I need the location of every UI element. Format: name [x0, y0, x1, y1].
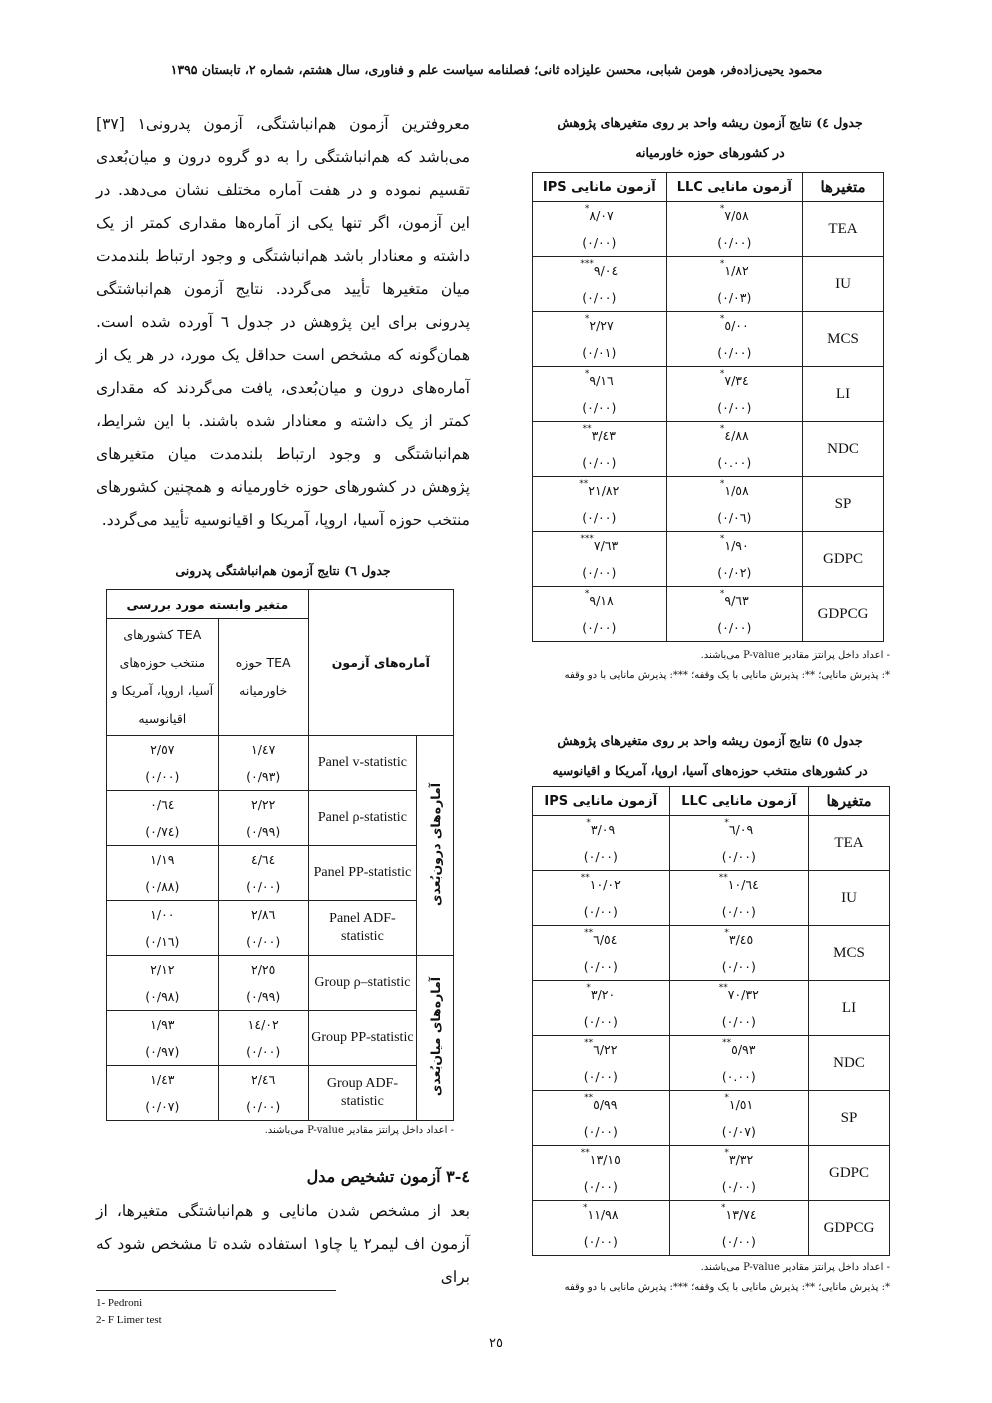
- table-row: [533, 367, 884, 395]
- llc-value: [669, 1146, 808, 1174]
- ips-significance: **: [584, 1037, 594, 1048]
- statistic-name: Group ADF-statistic: [308, 1066, 416, 1121]
- table-header-row: [533, 787, 890, 816]
- selected-pvalue: (٠/٨٨): [107, 873, 219, 901]
- selected-pvalue: (٠/٩٨): [107, 983, 219, 1011]
- llc-stat: ٥/٩٣: [731, 1042, 756, 1058]
- table-row: [533, 312, 884, 340]
- llc-stat: ٧/٥٨: [724, 208, 749, 224]
- llc-value: [666, 202, 802, 230]
- table-row: [533, 422, 884, 450]
- section-title: ٤-٣ آزمون تشخیص مدل: [306, 1167, 470, 1186]
- llc-value: [666, 312, 802, 340]
- ips-pvalue: (٠/٠٠): [533, 504, 667, 532]
- selected-pvalue: (٠/٠٠): [107, 763, 219, 791]
- llc-value: [669, 981, 808, 1009]
- ips-stat: ٢١/٨٢: [588, 483, 620, 499]
- selected-pvalue: (٠/١٦): [107, 928, 219, 956]
- header-llc: آزمون مانایی LLC: [669, 787, 808, 816]
- selected-value: ٢/١٢: [107, 956, 219, 984]
- llc-value: [666, 477, 802, 505]
- table-row: [533, 1091, 890, 1119]
- selected-pvalue: (٠/٧٤): [107, 818, 219, 846]
- ips-significance: **: [584, 927, 594, 938]
- llc-value: [669, 1201, 808, 1229]
- llc-pvalue: (٠/٠٠): [669, 1008, 808, 1036]
- middle-east-pvalue: (٠/٩٩): [218, 818, 308, 846]
- llc-value: [666, 587, 802, 615]
- ips-stat: ٦/٢٢: [593, 1042, 618, 1058]
- llc-significance: **: [718, 982, 728, 993]
- ips-stat: ٩/٠٤: [593, 263, 619, 279]
- variable-name: IU: [809, 871, 890, 926]
- ips-value: [533, 871, 670, 899]
- ips-significance: *: [586, 982, 591, 993]
- middle-east-value: ٢/٤٦: [218, 1066, 308, 1094]
- ips-stat: ٣/٠٩: [590, 822, 616, 838]
- llc-significance: *: [719, 533, 725, 544]
- table-row: [533, 981, 890, 1009]
- selected-pvalue: (٠/٩٧): [107, 1038, 219, 1066]
- page-number: ٢٥: [489, 1336, 503, 1351]
- llc-significance: *: [719, 423, 725, 434]
- variable-name: NDC: [803, 422, 884, 477]
- table4-caption: [530, 108, 890, 168]
- table-row: [533, 532, 884, 560]
- ips-significance: *: [584, 588, 590, 599]
- table-row: [107, 1066, 454, 1094]
- group-between-label: آماره‌های میان‌بُعدی: [427, 976, 443, 1097]
- ips-value: [533, 926, 670, 954]
- llc-significance: *: [724, 817, 729, 828]
- ips-value: [533, 587, 667, 615]
- selected-value: ١/١٩: [107, 846, 219, 874]
- selected-pvalue: (٠/٠٧): [107, 1093, 219, 1121]
- llc-stat: ١/٨٢: [724, 263, 749, 279]
- statistic-name: Group ρ–statistic: [308, 956, 416, 1011]
- variable-name: SP: [803, 477, 884, 532]
- footnote-divider: [96, 1290, 336, 1291]
- footnote-1: 1- Pedroni: [96, 1297, 143, 1309]
- table4: [532, 172, 884, 642]
- ips-significance: **: [579, 478, 589, 489]
- ips-significance: *: [584, 203, 590, 214]
- ips-significance: ***: [580, 533, 594, 544]
- header-ips: آزمون مانایی IPS: [533, 173, 667, 202]
- ips-stat: ٩/١٨: [589, 593, 614, 609]
- table-row: [107, 736, 454, 764]
- llc-stat: ١٣/٧٤: [725, 1207, 757, 1223]
- llc-significance: *: [719, 258, 725, 269]
- llc-value: [666, 367, 802, 395]
- table-row: [533, 477, 884, 505]
- llc-stat: ٤/٨٨: [724, 428, 749, 444]
- table6-header-row: [107, 590, 454, 619]
- llc-pvalue: (٠.٠٠): [669, 1063, 808, 1091]
- ips-stat: ٨/٠٧: [589, 208, 614, 224]
- middle-east-pvalue: (٠/٠٠): [218, 928, 308, 956]
- table-row: [533, 257, 884, 285]
- table-row: [107, 901, 454, 929]
- middle-east-value: ٢/٢٥: [218, 956, 308, 984]
- table6-note: - اعداد داخل پرانتز مقادیر P-value می‌باشند.: [264, 1125, 454, 1136]
- middle-east-pvalue: (٠/٠٠): [218, 1038, 308, 1066]
- ips-significance: *: [586, 817, 591, 828]
- ips-stat: ٣/٤٣: [591, 428, 616, 444]
- variable-name: GDPCG: [803, 587, 884, 642]
- ips-value: [533, 202, 667, 230]
- header-test-stats: آماره‌های آزمون: [308, 590, 453, 736]
- statistic-name: Panel PP-statistic: [308, 846, 416, 901]
- llc-stat: ١/٩٠: [724, 538, 749, 554]
- ips-significance: **: [580, 872, 590, 883]
- ips-significance: *: [584, 313, 590, 324]
- ips-value: [533, 816, 670, 844]
- group-within-label: آماره‌های درون‌بُعدی: [427, 782, 443, 906]
- table4-note1: - اعداد داخل پرانتز مقادیر P-value می‌باشند.: [700, 650, 890, 661]
- ips-pvalue: (٠/٠٠): [533, 1063, 670, 1091]
- llc-significance: *: [724, 927, 729, 938]
- header-selected-regions: TEA کشورهای منتخب حوزه‌های آسیا، اروپا، آمریکا و اقیانوسیه: [107, 619, 219, 736]
- table-row: [533, 816, 890, 844]
- llc-pvalue: (٠/٠٠): [669, 843, 808, 871]
- table5-note1: - اعداد داخل پرانتز مقادیر P-value می‌باشند.: [700, 1262, 890, 1273]
- middle-east-pvalue: (٠/٠٠): [218, 873, 308, 901]
- ips-value: [533, 477, 667, 505]
- table4-caption-line2: در کشورهای حوزه خاورمیانه: [635, 145, 785, 160]
- llc-value: [669, 926, 808, 954]
- table-row: [533, 1201, 890, 1229]
- llc-stat: ٧٠/٣٢: [727, 987, 759, 1003]
- ips-stat: ١١/٩٨: [587, 1207, 619, 1223]
- ips-stat: ٩/١٦: [589, 373, 614, 389]
- table-row: [533, 871, 890, 899]
- llc-pvalue: (٠/٠٠): [666, 394, 802, 422]
- selected-value: ٠/٦٤: [107, 791, 219, 819]
- table-row: [533, 1036, 890, 1064]
- llc-significance: *: [719, 368, 725, 379]
- llc-stat: ٣/٣٢: [728, 1152, 754, 1168]
- ips-pvalue: (٠/٠٠): [533, 559, 667, 587]
- selected-value: ١/٠٠: [107, 901, 219, 929]
- ips-value: [533, 367, 667, 395]
- ips-value: [533, 532, 667, 560]
- llc-pvalue: (٠/٠٠): [666, 614, 802, 642]
- llc-value: [666, 422, 802, 450]
- table5-caption: [530, 726, 890, 786]
- ips-value: [533, 981, 670, 1009]
- llc-stat: ١/٥٨: [724, 483, 749, 499]
- variable-name: LI: [803, 367, 884, 422]
- variable-name: GDPC: [809, 1146, 890, 1201]
- running-header: محمود یحیی‌زاده‌فر، هومن شبابی، محسن علیزاده ثانی؛ فصلنامه سیاست علم و فناوری، سال هشتم، شماره ۲، تابستان ۱۳۹۵: [170, 62, 823, 77]
- llc-pvalue: (٠/٠٣): [666, 284, 802, 312]
- llc-significance: *: [719, 313, 725, 324]
- llc-stat: ١٠/٦٤: [727, 877, 759, 893]
- header-middle-east: TEA حوزه خاورمیانه: [218, 619, 308, 736]
- middle-east-pvalue: (٠/٠٠): [218, 1093, 308, 1121]
- header-ips: آزمون مانایی IPS: [533, 787, 670, 816]
- table5-note2: *: پذیرش مانایی؛ **: پذیرش مانایی با یک وقفه؛ ***: پذیرش مانایی با دو وقفه: [564, 1282, 890, 1293]
- llc-significance: *: [724, 1147, 729, 1158]
- llc-significance: *: [719, 203, 725, 214]
- ips-value: [533, 1146, 670, 1174]
- table4-caption-line1: جدول ٤) نتایج آزمون ریشه واحد بر روی متغیرهای پژوهش: [557, 115, 863, 130]
- llc-value: [669, 1091, 808, 1119]
- llc-significance: *: [724, 1092, 729, 1103]
- ips-pvalue: (٠/٠٠): [533, 449, 667, 477]
- ips-pvalue: (٠/٠١): [533, 339, 667, 367]
- ips-stat: ١٣/١٥: [589, 1152, 621, 1168]
- llc-value: [666, 532, 802, 560]
- ips-significance: **: [584, 1092, 594, 1103]
- llc-value: [669, 816, 808, 844]
- ips-pvalue: (٠/٠٠): [533, 843, 670, 871]
- table6: [106, 589, 454, 1121]
- paragraph-model-test: بعد از مشخص شدن مانایی و هم‌انباشتگی متغیرها، از آزمون اف لیمر٢ یا چاو١ استفاده شده تا مشخص شود که برای: [96, 1202, 470, 1286]
- middle-east-value: ٢/٢٢: [218, 791, 308, 819]
- llc-pvalue: (٠/٠٠): [669, 1173, 808, 1201]
- selected-value: ١/٩٣: [107, 1011, 219, 1039]
- ips-value: [533, 1091, 670, 1119]
- ips-value: [533, 1201, 670, 1229]
- header-variables: متغیرها: [803, 173, 884, 202]
- right-column: [530, 108, 890, 1298]
- variable-name: IU: [803, 257, 884, 312]
- table-row: [107, 1011, 454, 1039]
- variable-name: LI: [809, 981, 890, 1036]
- ips-pvalue: (٠/٠٠): [533, 614, 667, 642]
- statistic-name: Panel ρ-statistic: [308, 791, 416, 846]
- llc-pvalue: (٠/٠٢): [666, 559, 802, 587]
- ips-significance: **: [582, 423, 592, 434]
- table6-caption: جدول ٦) نتایج آزمون هم‌انباشتگی پدرونی: [175, 563, 391, 578]
- ips-value: [533, 312, 667, 340]
- variable-name: MCS: [803, 312, 884, 367]
- ips-pvalue: (٠/٠٠): [533, 953, 670, 981]
- ips-pvalue: (٠/٠٠): [533, 1228, 670, 1256]
- table-header-row: [533, 173, 884, 202]
- llc-pvalue: (٠/٠٠): [666, 229, 802, 257]
- ips-pvalue: (٠/٠٠): [533, 1173, 670, 1201]
- table-row: [107, 956, 454, 984]
- left-column: [96, 108, 470, 1294]
- ips-stat: ١٠/٠٢: [589, 877, 621, 893]
- llc-value: [669, 1036, 808, 1064]
- llc-significance: **: [718, 872, 728, 883]
- llc-stat: ٣/٤٥: [728, 932, 754, 948]
- group-within-dimension: [417, 736, 454, 956]
- ips-value: [533, 422, 667, 450]
- table5-caption-line1: جدول ٥) نتایج آزمون ریشه واحد بر روی متغیرهای پژوهش: [557, 733, 863, 748]
- table-row: [107, 846, 454, 874]
- llc-stat: ٧/٣٤: [724, 373, 749, 389]
- variable-name: SP: [809, 1091, 890, 1146]
- middle-east-pvalue: (٠/٩٣): [218, 763, 308, 791]
- llc-significance: **: [722, 1037, 732, 1048]
- llc-stat: ١/٥١: [728, 1097, 754, 1113]
- ips-significance: *: [583, 1202, 588, 1213]
- ips-pvalue: (٠/٠٠): [533, 1008, 670, 1036]
- header-llc: آزمون مانایی LLC: [666, 173, 802, 202]
- llc-pvalue: (٠/٠٠): [669, 953, 808, 981]
- middle-east-value: ١/٤٧: [218, 736, 308, 764]
- variable-name: GDPCG: [809, 1201, 890, 1256]
- middle-east-pvalue: (٠/٩٩): [218, 983, 308, 1011]
- variable-name: TEA: [809, 816, 890, 871]
- llc-pvalue: (٠/٠٠): [666, 339, 802, 367]
- llc-significance: *: [719, 478, 725, 489]
- ips-pvalue: (٠/٠٠): [533, 1118, 670, 1146]
- llc-pvalue: (٠/٠٧): [669, 1118, 808, 1146]
- llc-pvalue: (٠/٠٠): [669, 898, 808, 926]
- ips-stat: ٦/٥٤: [593, 932, 618, 948]
- ips-significance: **: [580, 1147, 590, 1158]
- table-row: [533, 926, 890, 954]
- variable-name: GDPC: [803, 532, 884, 587]
- table-row: [533, 202, 884, 230]
- middle-east-value: ٤/٦٤: [218, 846, 308, 874]
- ips-significance: *: [584, 368, 590, 379]
- llc-stat: ٥/٠٠: [724, 318, 749, 334]
- footnote-2: 2- F Limer test: [96, 1314, 162, 1326]
- variable-name: TEA: [803, 202, 884, 257]
- statistic-name: Group PP-statistic: [308, 1011, 416, 1066]
- paragraph-cointegration: معروفترین آزمون هم‌انباشتگی، آزمون پدرونی١ [٣٧] می‌باشد که هم‌انباشتگی را به دو گروه درون و میان‌بُعدی تقسیم نموده و در هفت آماره مختلف نشان می‌دهد. در این آزمون، اگر تنها یکی از آماره‌ها مقداری کمتر از یک داشته و معنادار باشد هم‌انباشتگی و وجود ارتباط بلندمدت میان متغیرها تأیید می‌گردد. نتایج آزمون هم‌انباشتگی پدرونی برای این پژوهش در جدول ٦ آورده شده است. همان‌گونه که مشخص است حداقل یک مورد، در هر یک از آماره‌های درون و میان‌بُعدی، یافت می‌گردند که مقداری کمتر از یک داشته و معنادار شده باشند. با این شرایط، هم‌انباشتگی و وجود ارتباط بلندمدت میان متغیرهای پژوهش در کشورهای حوزه خاورمیانه و همچنین کشورهای منتخب حوزه آسیا، اروپا، آمریکا و اقیانوسیه تأیید می‌گردد.: [96, 115, 471, 529]
- ips-stat: ٢/٢٧: [589, 318, 614, 334]
- variable-name: MCS: [809, 926, 890, 981]
- llc-stat: ٦/٠٩: [728, 822, 754, 838]
- middle-east-value: ١٤/٠٢: [218, 1011, 308, 1039]
- variable-name: NDC: [809, 1036, 890, 1091]
- llc-pvalue: (٠/٠٦): [666, 504, 802, 532]
- llc-value: [666, 257, 802, 285]
- llc-significance: *: [721, 1202, 726, 1213]
- ips-stat: ٣/٢٠: [590, 987, 616, 1003]
- llc-pvalue: (٠/٠٠): [669, 1228, 808, 1256]
- table-row: [533, 587, 884, 615]
- ips-pvalue: (٠/٠٠): [533, 394, 667, 422]
- table-row: [533, 1146, 890, 1174]
- ips-pvalue: (٠/٠٠): [533, 284, 667, 312]
- selected-value: ٢/٥٧: [107, 736, 219, 764]
- ips-value: [533, 1036, 670, 1064]
- middle-east-value: ٢/٨٦: [218, 901, 308, 929]
- statistic-name: Panel v-statistic: [308, 736, 416, 791]
- table-row: [107, 791, 454, 819]
- selected-value: ١/٤٣: [107, 1066, 219, 1094]
- table4-note2: *: پذیرش مانایی؛ **: پذیرش مانایی با یک وقفه؛ ***: پذیرش مانایی با دو وقفه: [564, 670, 890, 681]
- header-dependent-variable: متغیر وابسته مورد بررسی: [107, 590, 309, 619]
- ips-stat: ٧/٦٣: [593, 538, 619, 554]
- llc-value: [669, 871, 808, 899]
- statistic-name: Panel ADF-statistic: [308, 901, 416, 956]
- llc-pvalue: (٠.٠٠): [666, 449, 802, 477]
- ips-pvalue: (٠/٠٠): [533, 229, 667, 257]
- table5: [532, 786, 890, 1256]
- table5-caption-line2: در کشورهای منتخب حوزه‌های آسیا، اروپا، آمریکا و اقیانوسیه: [552, 763, 868, 778]
- ips-pvalue: (٠/٠٠): [533, 898, 670, 926]
- group-between-dimension: [417, 956, 454, 1121]
- llc-significance: *: [719, 588, 725, 599]
- llc-stat: ٩/٦٣: [724, 593, 749, 609]
- ips-stat: ٥/٩٩: [593, 1097, 618, 1113]
- ips-value: [533, 257, 667, 285]
- header-variables: متغیرها: [809, 787, 890, 816]
- ips-significance: ***: [580, 258, 594, 269]
